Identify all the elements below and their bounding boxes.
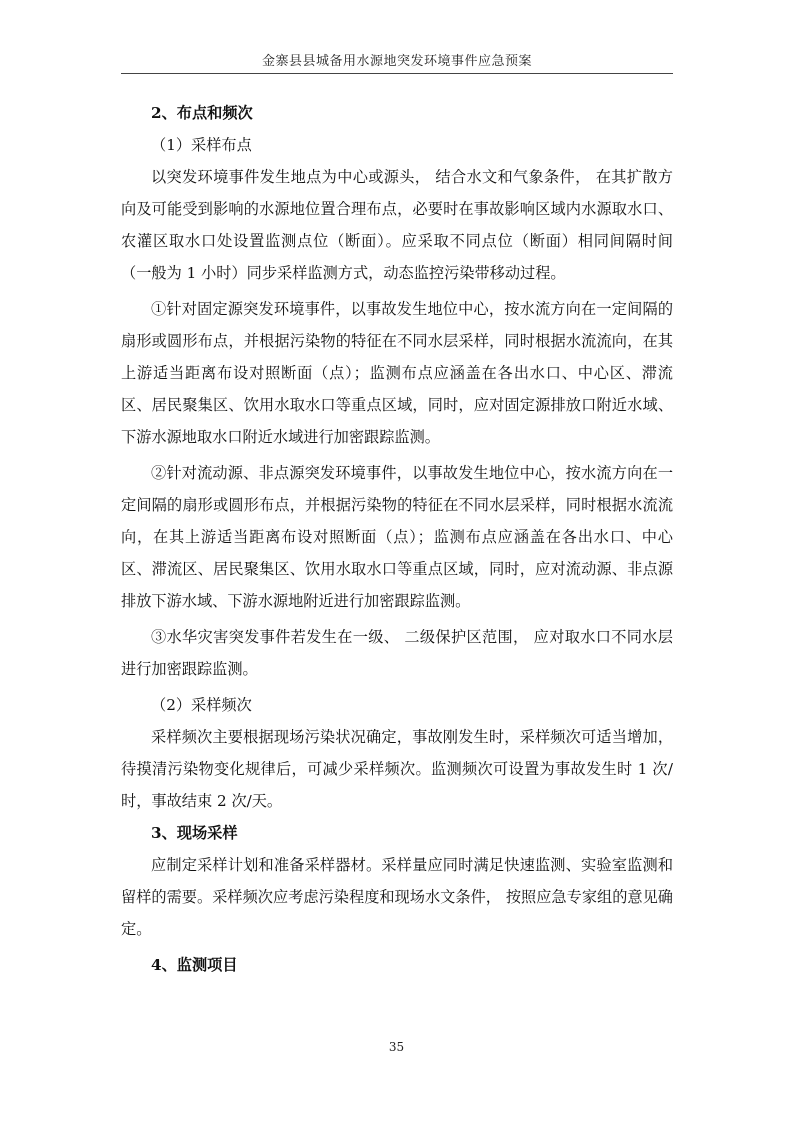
section-heading-2: 2、布点和频次 <box>151 104 253 122</box>
subheading-sampling-frequency: （2）采样频次 <box>151 696 252 714</box>
paragraph-sampling-frequency: 采样频次主要根据现场污染状况确定，事故刚发生时，采样频次可适当增加，待摸清污染物变化规律后，可减少采样频次。监测频次可设置为事故发生时 1 次/时，事故结束 2 次/天。 <box>121 728 673 810</box>
page-number: 35 <box>388 1040 405 1054</box>
section-heading-4: 4、监测项目 <box>151 956 238 974</box>
paragraph-algal-bloom: ③水华灾害突发事件若发生在一级、 二级保护区范围， 应对取水口不同水层进行加密跟踪监测。 <box>121 628 673 678</box>
section-heading-3: 3、现场采样 <box>151 824 238 842</box>
subheading-sampling-points: （1）采样布点 <box>151 136 252 154</box>
paragraph-fixed-source: ①针对固定源突发环境事件，以事故发生地位中心，按水流方向在一定间隔的扇形或圆形布点，并根据污染物的特征在不同水层采样，同时根据水流流向，在其上游适当距离布设对照断面（点）；监测布点应涵盖在各出水口、中心区、滞流区、居民聚集区、饮用水取水口等重点区域，同时，应对固定源排放口附近水域、下游水源地取水口附近水域进行加密跟踪监测。 <box>121 300 673 446</box>
paragraph-field-sampling: 应制定采样计划和准备采样器材。采样量应同时满足快速监测、实验室监测和留样的需要。采样频次应考虑污染程度和现场水文条件， 按照应急专家组的意见确定。 <box>121 856 673 938</box>
paragraph-sampling-points-intro: 以突发环境事件发生地点为中心或源头， 结合水文和气象条件， 在其扩散方向及可能受到影响的水源地位置合理布点，必要时在事故影响区域内水源取水口、农灌区取水口处设置监测点位（断面）。应采取不同点位（断面）相同间隔时间（一般为 1 小时）同步采样监测方式，动态监控污染带移动过程。 <box>121 168 673 282</box>
document-body <box>121 97 673 981</box>
header-divider <box>121 73 673 74</box>
paragraph-mobile-source: ②针对流动源、非点源突发环境事件，以事故发生地位中心，按水流方向在一定间隔的扇形或圆形布点，并根据污染物的特征在不同水层采样，同时根据水流流向，在其上游适当距离布设对照断面（点）；监测布点应涵盖在各出水口、中心区、滞流区、居民聚集区、饮用水取水口等重点区域，同时，应对流动源、非点源排放下游水域、下游水源地附近进行加密跟踪监测。 <box>121 464 673 610</box>
running-header: 金寨县县城备用水源地突发环境事件应急预案 <box>261 54 532 69</box>
